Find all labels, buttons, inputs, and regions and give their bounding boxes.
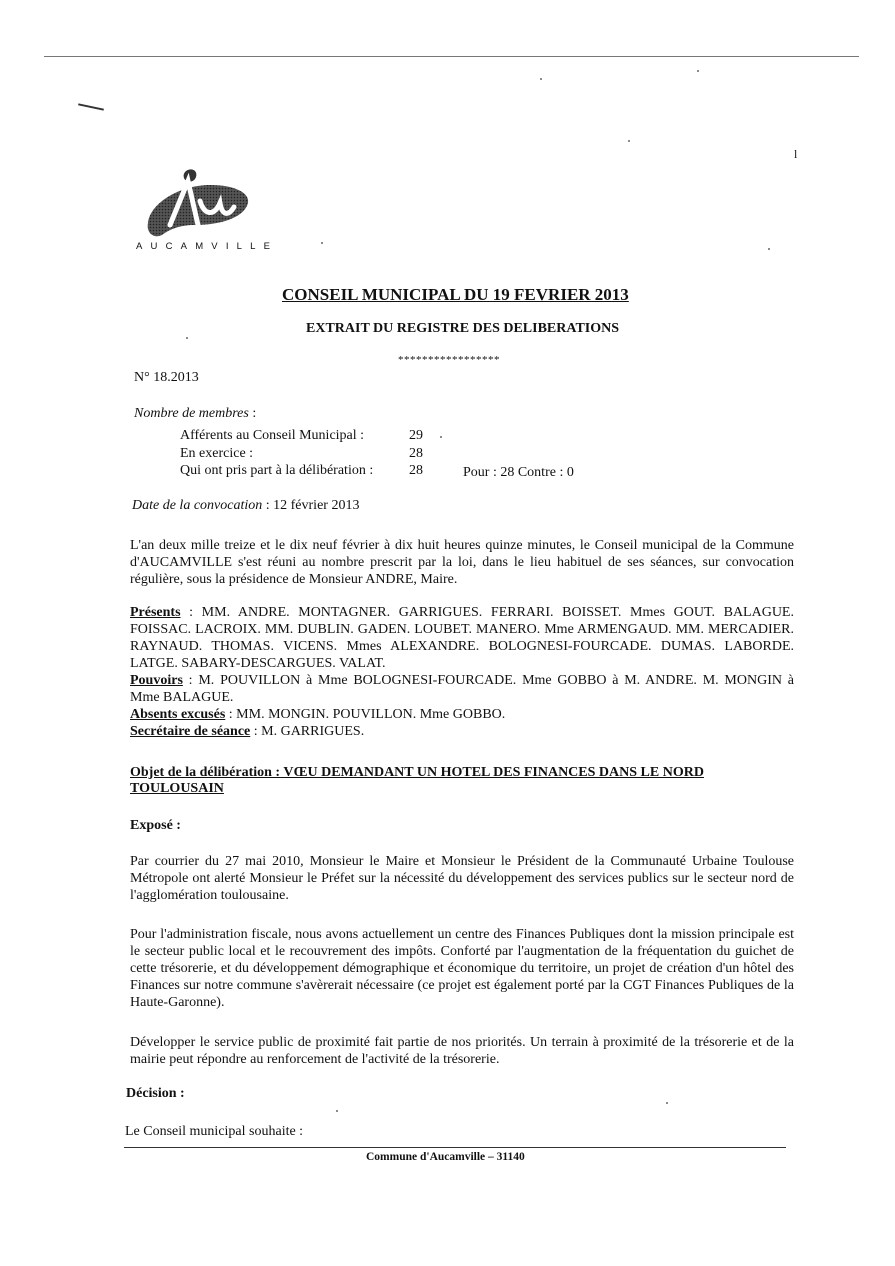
expose-heading: Exposé : bbox=[130, 818, 181, 833]
expose-paragraph-1: Par courrier du 27 mai 2010, Monsieur le Maire et Monsieur le Président de la Communauté Urbaine Toulouse Métropole ont alerté Monsieur le Préfet sur la nécessité du développement des services publics sur le secteur nord de l'agglomération toulousaine. bbox=[130, 854, 794, 903]
scan-speck bbox=[321, 242, 323, 244]
secretaire-line bbox=[130, 723, 794, 740]
vote-result: Pour : 28 Contre : 0 bbox=[463, 465, 574, 480]
presents-text: : MM. ANDRE. MONTAGNER. GARRIGUES. FERRARI. BOISSET. Mmes GOUT. BALAGUE. FOISSAC. LACROIX. MM. DUBLIN. GADEN. LOUBET. MANERO. Mme ARMENGAUD. MM. MERCADIER. RAYNAUD. THOMAS. VICENS. Mmes ALEXANDRE. BOLOGNESI-FOURCADE. DUMAS. LABORDE. LATGE. SABARY-DESCARGUES. VALAT. bbox=[130, 605, 794, 671]
pouvoirs-text: : M. POUVILLON à Mme BOLOGNESI-FOURCADE. Mme GOBBO à M. ANDRE. M. MONGIN à Mme BALAGUE. bbox=[130, 673, 794, 705]
pouvoirs-label: Pouvoirs bbox=[130, 673, 183, 688]
members-label: Qui ont pris part à la délibération : bbox=[180, 463, 374, 478]
objet-heading bbox=[130, 765, 794, 797]
intro-paragraph: L'an deux mille treize et le dix neuf février à dix huit heures quinze minutes, le Conseil municipal de la Commune d'AUCAMVILLE s'est réuni au nombre prescrit par la loi, dans le lieu habituel de ses séances, sur convocation régulière, sous la présidence de Monsieur ANDRE, Maire. bbox=[130, 538, 794, 587]
secretaire-label: Secrétaire de séance bbox=[130, 724, 251, 739]
scan-speck bbox=[440, 436, 442, 438]
footer-rule bbox=[124, 1147, 786, 1148]
document-subtitle: EXTRAIT DU REGISTRE DES DELIBERATIONS bbox=[306, 321, 620, 336]
absents-text: : MM. MONGIN. POUVILLON. Mme GOBBO. bbox=[225, 707, 506, 722]
document-title: CONSEIL MUNICIPAL DU 19 FEVRIER 2013 bbox=[282, 285, 629, 304]
members-value: 28 bbox=[409, 446, 423, 461]
members-label: En exercice : bbox=[180, 446, 254, 461]
members-value: 28 bbox=[409, 463, 423, 478]
scan-speck bbox=[336, 1110, 338, 1112]
objet-label: Objet de la délibération : bbox=[130, 765, 281, 780]
top-rule bbox=[44, 56, 859, 57]
presents-line bbox=[130, 604, 794, 672]
secretaire-text: : M. GARRIGUES. bbox=[250, 724, 365, 739]
members-heading-label: Nombre de membres bbox=[134, 406, 249, 421]
convocation-date bbox=[132, 498, 359, 514]
deliberation-number: N° 18.2013 bbox=[134, 370, 199, 385]
members-label: Afférents au Conseil Municipal : bbox=[180, 428, 365, 443]
expose-paragraph-3: Développer le service public de proximité fait partie de nos priorités. Un terrain à proximité de la trésorerie et de la mairie peut répondre au renforcement de l'activité de la trésorerie. bbox=[130, 1035, 794, 1067]
presents-label: Présents bbox=[130, 605, 181, 620]
decision-text: Le Conseil municipal souhaite : bbox=[125, 1124, 304, 1139]
decision-heading: Décision : bbox=[126, 1086, 185, 1101]
scan-speck bbox=[540, 78, 542, 80]
scan-mark bbox=[78, 103, 104, 110]
members-heading bbox=[134, 406, 256, 422]
convocation-label: Date de la convocation bbox=[132, 498, 263, 513]
absents-label: Absents excusés bbox=[130, 707, 226, 722]
absents-line bbox=[130, 706, 794, 723]
expose-paragraph-2: Pour l'administration fiscale, nous avons actuellement un centre des Finances Publiques dont la mission principale est le secteur public local et le recouvrement des impôts. Conforté par l'augmentation de la fréquentation du guichet de cette trésorerie, et du développement démographique et économique du territoire, un projet de création d'un hôtel des Finances sur notre commune s'avèrerait nécessaire (ce projet est également porté par la CGT Finances Publiques de la Haute-Garonne). bbox=[130, 927, 794, 1010]
logo-text: AUCAMVILLE bbox=[136, 241, 279, 252]
members-heading-colon: : bbox=[248, 406, 257, 421]
scan-speck bbox=[666, 1102, 668, 1104]
page-mark: l bbox=[794, 147, 798, 161]
aucamville-logo bbox=[140, 163, 255, 243]
scan-speck bbox=[628, 140, 630, 142]
footer-text: Commune d'Aucamville – 31140 bbox=[366, 1151, 525, 1163]
objet-text: VŒU DEMANDANT UN HOTEL DES FINANCES DANS LE NORD TOULOUSAIN bbox=[130, 765, 704, 796]
members-value: 29 bbox=[409, 428, 423, 443]
scan-speck bbox=[186, 337, 188, 339]
convocation-value: : 12 février 2013 bbox=[262, 498, 360, 513]
scan-speck bbox=[697, 70, 699, 72]
pouvoirs-line bbox=[130, 672, 794, 706]
separator-stars: ***************** bbox=[398, 354, 500, 366]
scan-speck bbox=[768, 248, 770, 250]
attendance-block bbox=[130, 604, 794, 740]
